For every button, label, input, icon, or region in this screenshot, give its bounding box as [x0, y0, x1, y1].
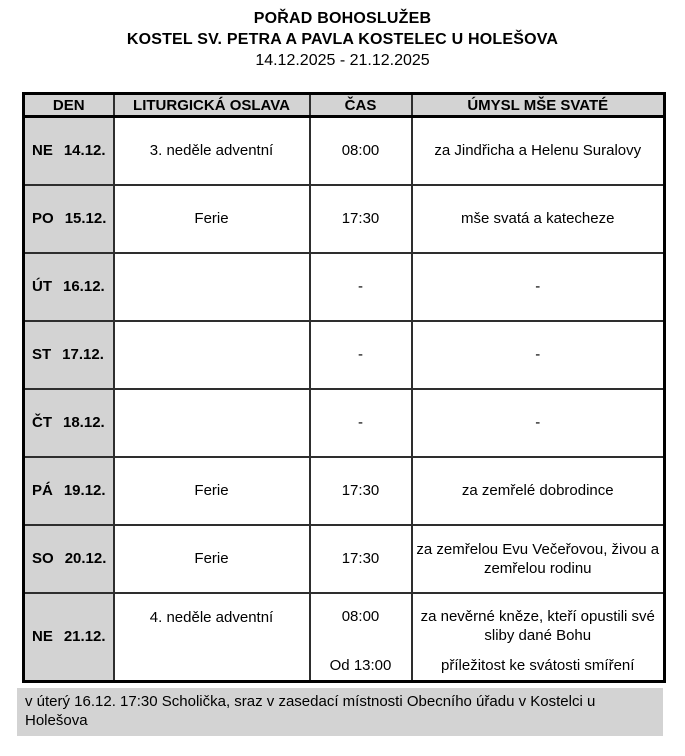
footer-note: v úterý 16.12. 17:30 Scholička, sraz v zasedací místnosti Obecního úřadu v Kostelci u Holešova: [17, 688, 663, 736]
time-entry: Od 13:00: [329, 656, 392, 674]
time-cell: 17:30: [310, 185, 412, 253]
day-label: NE: [32, 142, 53, 160]
den-cell: [24, 321, 114, 389]
celebration-cell: [114, 389, 310, 457]
den-cell: [24, 117, 114, 185]
celebration-cell: Ferie: [114, 185, 310, 253]
celebration-cell: 3. neděle adventní: [114, 117, 310, 185]
header-oslava: LITURGICKÁ OSLAVA: [114, 94, 310, 117]
time-cell: 17:30: [310, 457, 412, 525]
den-cell: [24, 593, 114, 682]
day-label: NE: [32, 628, 53, 645]
time-cell: -: [310, 321, 412, 389]
time-cell: -: [310, 253, 412, 321]
celebration-label: 4. neděle adventní: [149, 608, 274, 626]
table-row: [24, 593, 665, 682]
den-cell: [24, 389, 114, 457]
celebration-cell: [114, 321, 310, 389]
date-label: 17.12.: [62, 346, 104, 363]
date-label: 19.12.: [63, 482, 106, 499]
celebration-cell: Ferie: [114, 457, 310, 525]
time-entry: 08:00: [341, 607, 380, 625]
day-label: PO: [32, 210, 54, 227]
time-cell: -: [310, 389, 412, 457]
table-row: [24, 389, 665, 457]
schedule-table: [22, 92, 666, 683]
celebration-cell: [114, 253, 310, 321]
table-row: [24, 185, 665, 253]
document-title-block: [0, 0, 685, 71]
intention-cell: -: [412, 321, 665, 389]
day-label: SO: [32, 550, 54, 567]
time-cell: 08:00: [310, 117, 412, 185]
intention-cell: mše svatá a katecheze: [412, 185, 665, 253]
table-header-row: [24, 94, 665, 117]
date-label: 18.12.: [63, 414, 105, 431]
page-title: POŘAD BOHOSLUŽEB: [253, 10, 432, 27]
table-row: [24, 525, 665, 593]
intention-cell: -: [412, 253, 665, 321]
page-subtitle: KOSTEL SV. PETRA A PAVLA KOSTELEC U HOLEŠOVA: [126, 31, 559, 48]
time-cell: 17:30: [310, 525, 412, 593]
header-den: DEN: [24, 94, 114, 117]
date-label: 15.12.: [64, 210, 107, 227]
den-cell: [24, 457, 114, 525]
table-row: [24, 117, 665, 185]
header-umysl: ÚMYSL MŠE SVATÉ: [412, 94, 665, 117]
intention-cell: za Jindřicha a Helenu Suralovy: [412, 117, 665, 185]
date-label: 20.12.: [64, 550, 107, 567]
day-label: PÁ: [32, 482, 53, 499]
table-row: [24, 253, 665, 321]
intention-entry: příležitost ke svátosti smíření: [441, 656, 635, 674]
date-label: 21.12.: [63, 628, 106, 645]
celebration-cell: Ferie: [114, 525, 310, 593]
date-range: 14.12.2025 - 21.12.2025: [255, 52, 430, 69]
den-cell: [24, 185, 114, 253]
intention-cell: za zemřelé dobrodince: [412, 457, 665, 525]
intention-cell: za zemřelou Evu Večeřovou, živou a zemřelou rodinu: [412, 525, 665, 593]
date-label: 16.12.: [63, 278, 105, 295]
den-cell: [24, 253, 114, 321]
intention-entry: za nevěrné kněze, kteří opustili své sliby dané Bohu: [420, 607, 655, 644]
intention-cell: -: [412, 389, 665, 457]
day-label: ST: [32, 346, 52, 363]
header-cas: ČAS: [310, 94, 412, 117]
time-cell: [310, 593, 412, 682]
celebration-cell: [114, 593, 310, 682]
den-cell: [24, 525, 114, 593]
day-label: ČT: [32, 414, 52, 431]
date-label: 14.12.: [63, 142, 106, 160]
table-row: [24, 457, 665, 525]
table-row: [24, 321, 665, 389]
day-label: ÚT: [32, 278, 52, 295]
intention-cell: [412, 593, 665, 682]
